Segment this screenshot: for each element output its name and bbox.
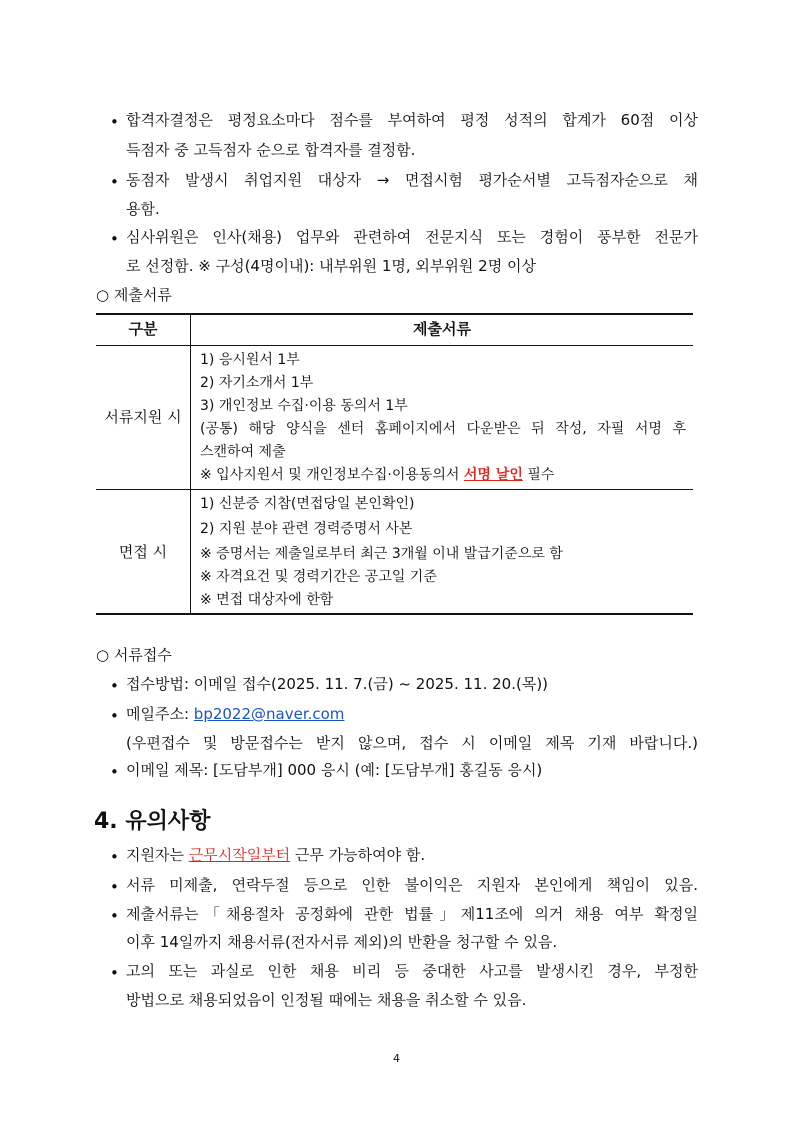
table-cell-note — [200, 465, 554, 485]
table-cell-item: 3) 개인정보 수집·이용 동의서 1부 — [200, 398, 408, 414]
b1-prefix: 지원자는 — [126, 846, 189, 864]
table-row-divider — [96, 489, 693, 490]
table-row-label-document-application: 서류지원 시 — [104, 408, 182, 426]
section-4-title: 4. 유의사항 — [94, 809, 211, 834]
intro-bullet-1-line-2: 득점자 중 고득점자 순으로 합격자를 결정함. — [126, 141, 416, 159]
table-cell-item: 스캔하여 제출 — [200, 444, 286, 460]
bullet-marker: • — [110, 763, 119, 781]
bullet-marker: • — [110, 230, 119, 248]
b1-suffix: 근무 가능하여야 함. — [290, 846, 426, 864]
intro-bullet-1-line-1: 합격자결정은 평정요소마다 점수를 부여하여 평정 성적의 합계가 60점 이상 — [126, 111, 698, 129]
table-cell-item: 1) 신분증 지참(면접당일 본인확인) — [200, 496, 415, 512]
bullet-marker: • — [110, 848, 119, 866]
table-row-label-interview: 면접 시 — [118, 543, 168, 561]
table-top-border — [96, 313, 693, 315]
section-4-bullet-3-line-1: 제출서류는「채용절차 공정화에 관한 법률」제11조에 의거 채용 여부 확정일 — [126, 905, 698, 923]
reception-subject: 이메일 제목: [도담부개] 000 응시 (예: [도담부개] 홍길동 응시) — [126, 761, 543, 779]
reception-method: 접수방법: 이메일 접수(2025. 11. 7.(금) ~ 2025. 11. 20.(목)) — [126, 675, 549, 693]
intro-bullet-3-line-1: 심사위원은 인사(채용) 업무와 관련하여 전문지식 또는 경험이 풍부한 전문가 — [126, 228, 698, 246]
table-cell-item: 1) 응시원서 1부 — [200, 352, 300, 368]
bullet-marker: • — [110, 907, 119, 925]
table-bottom-border — [96, 613, 693, 615]
email-link[interactable]: bp2022@naver.com — [193, 705, 345, 723]
signature-highlight: 서명 날인 — [463, 467, 523, 483]
email-label: 메일주소: — [126, 705, 194, 723]
submission-docs-heading: ○ 제출서류 — [96, 286, 172, 304]
section-4-bullet-2: 서류 미제출, 연락두절 등으로 인한 불이익은 지원자 본인에게 책임이 있음. — [126, 876, 698, 894]
page-number: 4 — [393, 1052, 400, 1065]
table-column-divider — [190, 313, 191, 615]
table-cell-item: 2) 자기소개서 1부 — [200, 375, 314, 391]
section-4-bullet-1 — [126, 845, 698, 865]
intro-bullet-3-line-2: 로 선정함. ※ 구성(4명이내): 내부위원 1명, 외부위원 2명 이상 — [126, 257, 536, 275]
bullet-marker: • — [110, 677, 119, 695]
bullet-marker: • — [110, 878, 119, 896]
start-date-highlight: 근무시작일부터 — [188, 846, 291, 864]
bullet-marker: • — [110, 173, 119, 191]
intro-bullet-2-line-2: 용함. — [126, 200, 160, 218]
section-4-bullet-4-line-1: 고의 또는 과실로 인한 채용 비리 등 중대한 사고를 발생시킨 경우, 부정한 — [126, 962, 698, 980]
bullet-marker: • — [110, 113, 119, 131]
table-cell-item: 2) 지원 분야 관련 경력증명서 사본 — [200, 521, 413, 537]
table-cell-item: ※ 면접 대상자에 한함 — [200, 592, 334, 608]
intro-bullet-2-line-1: 동점자 발생시 취업지원 대상자 → 면접시험 평가순서별 고득점자순으로 채 — [126, 171, 698, 189]
reception-heading: ○ 서류접수 — [96, 646, 172, 664]
table-header-category: 구분 — [128, 320, 158, 338]
table-header-documents: 제출서류 — [413, 320, 471, 338]
table-cell-item: (공통) 해당 양식을 센터 홈페이지에서 다운받은 뒤 작성, 자필 서명 후 — [200, 421, 686, 437]
table-cell-item: ※ 자격요건 및 경력기간은 공고일 기준 — [200, 569, 437, 585]
bullet-marker: • — [110, 964, 119, 982]
bullet-marker: • — [110, 707, 119, 725]
reception-email-line — [126, 704, 698, 724]
note-suffix: 필수 — [522, 467, 555, 483]
reception-email-note: (우편접수 및 방문접수는 받지 않으며, 접수 시 이메일 제목 기재 바랍니다.) — [126, 734, 698, 752]
section-4-bullet-3-line-2: 이후 14일까지 채용서류(전자서류 제외)의 반환을 청구할 수 있음. — [126, 933, 558, 951]
table-header-border — [96, 345, 693, 346]
note-prefix: ※ 입사지원서 및 개인정보수집·이용동의서 — [200, 467, 464, 483]
table-cell-item: ※ 증명서는 제출일로부터 최근 3개월 이내 발급기준으로 함 — [200, 546, 563, 562]
section-4-bullet-4-line-2: 방법으로 채용되었음이 인정될 때에는 채용을 취소할 수 있음. — [126, 991, 527, 1009]
